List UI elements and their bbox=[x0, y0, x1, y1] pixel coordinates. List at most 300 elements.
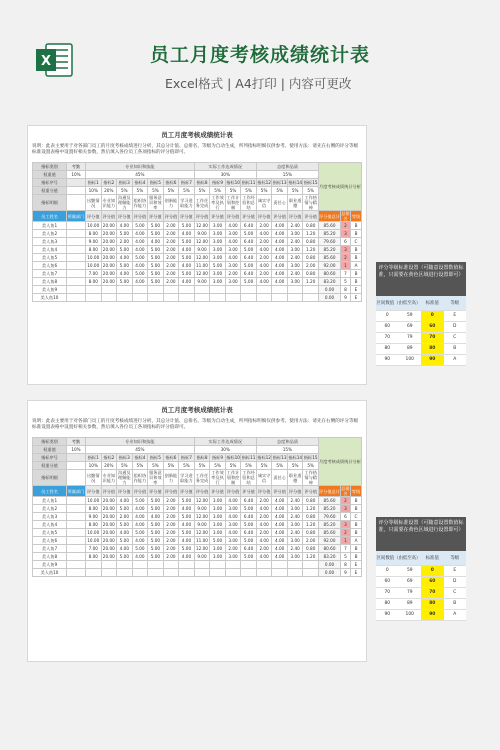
score-cell[interactable]: 4.00 bbox=[117, 222, 133, 230]
score-cell[interactable]: 9.00 bbox=[194, 521, 210, 529]
score-cell[interactable]: 4.00 bbox=[272, 230, 288, 238]
score-cell[interactable]: 10.00 bbox=[87, 255, 100, 260]
score-cell[interactable]: 0.80 bbox=[303, 513, 319, 521]
score-cell[interactable] bbox=[132, 286, 148, 294]
score-cell[interactable]: 11.00 bbox=[195, 538, 208, 543]
score-cell[interactable] bbox=[163, 286, 179, 294]
score-cell[interactable]: 5.00 bbox=[241, 230, 257, 238]
score-cell[interactable]: 5.00 bbox=[179, 529, 195, 537]
score-cell[interactable]: 3.00 bbox=[210, 222, 226, 230]
score-cell[interactable] bbox=[194, 294, 210, 302]
score-cell[interactable] bbox=[117, 286, 133, 294]
department-cell[interactable] bbox=[67, 513, 86, 521]
score-cell[interactable]: 4.00 bbox=[272, 537, 288, 545]
score-cell[interactable]: 5.00 bbox=[148, 254, 164, 262]
score-cell[interactable]: 2.00 bbox=[225, 270, 241, 278]
score-cell[interactable]: 4.00 bbox=[256, 505, 272, 513]
score-cell[interactable]: 4.00 bbox=[179, 521, 195, 529]
score-cell[interactable]: 4.00 bbox=[225, 222, 241, 230]
score-cell[interactable]: 2.00 bbox=[163, 246, 179, 254]
score-cell[interactable] bbox=[272, 561, 288, 569]
department-cell[interactable] bbox=[67, 569, 86, 577]
department-cell[interactable] bbox=[67, 230, 86, 238]
score-cell[interactable]: 2.00 bbox=[256, 222, 272, 230]
score-cell[interactable]: 3.00 bbox=[287, 553, 303, 561]
score-cell[interactable] bbox=[148, 286, 164, 294]
score-cell[interactable]: 20.00 bbox=[102, 498, 115, 503]
score-cell[interactable] bbox=[148, 569, 164, 577]
standard-value-input[interactable]: 60 bbox=[421, 576, 444, 587]
department-cell[interactable] bbox=[67, 294, 86, 302]
score-cell[interactable]: 4.00 bbox=[272, 246, 288, 254]
score-cell[interactable]: 12.00 bbox=[195, 239, 208, 244]
score-cell[interactable]: 20.00 bbox=[102, 271, 115, 276]
score-cell[interactable]: 2.40 bbox=[287, 222, 303, 230]
score-cell[interactable]: 4.00 bbox=[272, 545, 288, 553]
standard-value-input[interactable]: 90 bbox=[421, 354, 444, 365]
score-cell[interactable]: 6.40 bbox=[241, 238, 257, 246]
score-cell[interactable]: 20.00 bbox=[102, 223, 115, 228]
department-cell[interactable] bbox=[67, 521, 86, 529]
score-cell[interactable]: 1.20 bbox=[303, 246, 319, 254]
score-cell[interactable]: 5.00 bbox=[148, 545, 164, 553]
score-cell[interactable] bbox=[256, 569, 272, 577]
score-cell[interactable]: 4.00 bbox=[272, 278, 288, 286]
score-cell[interactable]: 5.00 bbox=[241, 521, 257, 529]
score-cell[interactable]: 4.00 bbox=[272, 553, 288, 561]
score-cell[interactable] bbox=[241, 569, 257, 577]
score-cell[interactable]: 2.40 bbox=[287, 529, 303, 537]
score-cell[interactable]: 2.00 bbox=[163, 254, 179, 262]
score-cell[interactable] bbox=[210, 561, 226, 569]
score-cell[interactable]: 1.20 bbox=[303, 521, 319, 529]
score-cell[interactable] bbox=[117, 569, 133, 577]
score-cell[interactable]: 2.00 bbox=[256, 254, 272, 262]
score-cell[interactable]: 4.00 bbox=[272, 505, 288, 513]
department-cell[interactable] bbox=[67, 529, 86, 537]
score-cell[interactable] bbox=[117, 561, 133, 569]
score-cell[interactable] bbox=[194, 569, 210, 577]
department-cell[interactable] bbox=[67, 278, 86, 286]
score-cell[interactable]: 6.40 bbox=[241, 222, 257, 230]
score-cell[interactable]: 3.00 bbox=[210, 278, 226, 286]
score-cell[interactable]: 2.40 bbox=[287, 270, 303, 278]
score-cell[interactable]: 4.00 bbox=[272, 529, 288, 537]
score-cell[interactable]: 5.00 bbox=[148, 262, 164, 270]
score-cell[interactable]: 2.40 bbox=[287, 545, 303, 553]
score-cell[interactable] bbox=[210, 294, 226, 302]
score-cell[interactable]: 4.00 bbox=[179, 553, 195, 561]
score-cell[interactable]: 5.00 bbox=[241, 553, 257, 561]
score-cell[interactable]: 0.80 bbox=[303, 222, 319, 230]
score-cell[interactable]: 0.80 bbox=[303, 545, 319, 553]
score-cell[interactable]: 20.00 bbox=[102, 506, 115, 511]
score-cell[interactable]: 8.00 bbox=[86, 230, 102, 238]
score-cell[interactable]: 3.00 bbox=[287, 230, 303, 238]
department-cell[interactable] bbox=[67, 505, 86, 513]
score-cell[interactable] bbox=[179, 286, 195, 294]
score-cell[interactable]: 10.00 bbox=[87, 538, 100, 543]
score-cell[interactable]: 8.00 bbox=[86, 246, 102, 254]
score-cell[interactable] bbox=[101, 294, 117, 302]
score-cell[interactable]: 5.00 bbox=[117, 505, 133, 513]
score-cell[interactable] bbox=[225, 569, 241, 577]
score-cell[interactable]: 9.00 bbox=[194, 553, 210, 561]
score-cell[interactable]: 4.00 bbox=[132, 537, 148, 545]
score-cell[interactable] bbox=[163, 294, 179, 302]
score-cell[interactable]: 20.00 bbox=[102, 538, 115, 543]
score-cell[interactable] bbox=[256, 561, 272, 569]
score-cell[interactable]: 2.00 bbox=[163, 222, 179, 230]
score-cell[interactable]: 3.00 bbox=[225, 537, 241, 545]
score-cell[interactable]: 4.00 bbox=[225, 529, 241, 537]
score-cell[interactable]: 2.00 bbox=[163, 262, 179, 270]
score-cell[interactable]: 8.00 bbox=[86, 278, 102, 286]
department-cell[interactable] bbox=[67, 561, 86, 569]
score-cell[interactable]: 2.00 bbox=[163, 553, 179, 561]
score-cell[interactable]: 5.00 bbox=[132, 545, 148, 553]
score-cell[interactable] bbox=[210, 286, 226, 294]
score-cell[interactable]: 4.00 bbox=[256, 521, 272, 529]
score-cell[interactable]: 3.00 bbox=[287, 537, 303, 545]
score-cell[interactable]: 3.00 bbox=[287, 246, 303, 254]
score-cell[interactable]: 5.00 bbox=[179, 238, 195, 246]
score-cell[interactable]: 5.00 bbox=[179, 497, 195, 505]
score-cell[interactable]: 6.40 bbox=[241, 254, 257, 262]
score-cell[interactable]: 4.00 bbox=[179, 278, 195, 286]
score-cell[interactable]: 5.00 bbox=[132, 254, 148, 262]
score-cell[interactable]: 4.00 bbox=[256, 262, 272, 270]
score-cell[interactable]: 6.40 bbox=[241, 545, 257, 553]
score-cell[interactable] bbox=[210, 569, 226, 577]
score-cell[interactable]: 3.00 bbox=[287, 278, 303, 286]
score-cell[interactable]: 4.00 bbox=[179, 246, 195, 254]
score-cell[interactable] bbox=[256, 294, 272, 302]
score-cell[interactable]: 2.00 bbox=[163, 497, 179, 505]
score-cell[interactable]: 5.00 bbox=[179, 545, 195, 553]
score-cell[interactable]: 9.00 bbox=[194, 505, 210, 513]
score-cell[interactable]: 11.00 bbox=[195, 263, 208, 268]
score-cell[interactable]: 2.00 bbox=[117, 513, 133, 521]
score-cell[interactable]: 4.00 bbox=[225, 513, 241, 521]
score-cell[interactable] bbox=[179, 569, 195, 577]
score-cell[interactable] bbox=[225, 286, 241, 294]
score-cell[interactable]: 7.00 bbox=[86, 545, 102, 553]
score-cell[interactable]: 3.00 bbox=[210, 230, 226, 238]
score-cell[interactable]: 4.00 bbox=[272, 270, 288, 278]
score-cell[interactable]: 4.00 bbox=[272, 222, 288, 230]
score-cell[interactable]: 4.00 bbox=[117, 254, 133, 262]
score-cell[interactable]: 2.00 bbox=[163, 270, 179, 278]
score-cell[interactable]: 2.00 bbox=[256, 513, 272, 521]
score-cell[interactable]: 9.00 bbox=[194, 246, 210, 254]
score-cell[interactable] bbox=[148, 294, 164, 302]
score-cell[interactable]: 5.00 bbox=[117, 230, 133, 238]
score-cell[interactable]: 5.00 bbox=[148, 529, 164, 537]
score-cell[interactable] bbox=[132, 561, 148, 569]
score-cell[interactable]: 2.00 bbox=[256, 270, 272, 278]
score-cell[interactable] bbox=[86, 569, 102, 577]
score-cell[interactable] bbox=[303, 294, 319, 302]
score-cell[interactable]: 4.00 bbox=[117, 270, 133, 278]
score-cell[interactable] bbox=[101, 561, 117, 569]
score-cell[interactable]: 5.00 bbox=[179, 270, 195, 278]
score-cell[interactable]: 20.00 bbox=[102, 231, 115, 236]
score-cell[interactable]: 3.00 bbox=[225, 278, 241, 286]
score-cell[interactable]: 4.00 bbox=[132, 246, 148, 254]
score-cell[interactable] bbox=[241, 286, 257, 294]
score-cell[interactable]: 8.00 bbox=[86, 505, 102, 513]
score-cell[interactable]: 4.00 bbox=[225, 254, 241, 262]
score-cell[interactable]: 6.40 bbox=[241, 270, 257, 278]
score-cell[interactable]: 1.20 bbox=[303, 230, 319, 238]
score-cell[interactable]: 10.00 bbox=[87, 223, 100, 228]
score-cell[interactable]: 12.00 bbox=[195, 223, 208, 228]
score-cell[interactable]: 4.00 bbox=[148, 238, 164, 246]
score-cell[interactable]: 5.00 bbox=[132, 529, 148, 537]
score-cell[interactable]: 4.00 bbox=[225, 497, 241, 505]
score-cell[interactable]: 2.00 bbox=[163, 529, 179, 537]
score-cell[interactable]: 4.00 bbox=[256, 278, 272, 286]
department-cell[interactable] bbox=[67, 553, 86, 561]
score-cell[interactable]: 2.00 bbox=[303, 537, 319, 545]
score-cell[interactable]: 5.00 bbox=[210, 262, 226, 270]
score-cell[interactable]: 4.00 bbox=[272, 521, 288, 529]
score-cell[interactable] bbox=[132, 569, 148, 577]
department-cell[interactable] bbox=[67, 222, 86, 230]
score-cell[interactable]: 4.00 bbox=[148, 513, 164, 521]
standard-value-input[interactable]: 80 bbox=[421, 598, 444, 609]
score-cell[interactable] bbox=[272, 286, 288, 294]
score-cell[interactable]: 3.00 bbox=[225, 246, 241, 254]
score-cell[interactable]: 20.00 bbox=[102, 263, 115, 268]
score-cell[interactable]: 5.00 bbox=[148, 553, 164, 561]
standard-value-input[interactable]: 80 bbox=[421, 343, 444, 354]
score-cell[interactable]: 0.80 bbox=[303, 254, 319, 262]
score-cell[interactable]: 3.00 bbox=[225, 505, 241, 513]
score-cell[interactable] bbox=[101, 286, 117, 294]
score-cell[interactable]: 20.00 bbox=[102, 279, 115, 284]
score-cell[interactable] bbox=[287, 286, 303, 294]
score-cell[interactable]: 2.00 bbox=[163, 545, 179, 553]
score-cell[interactable] bbox=[194, 561, 210, 569]
score-cell[interactable]: 20.00 bbox=[102, 255, 115, 260]
score-cell[interactable]: 5.00 bbox=[132, 497, 148, 505]
score-cell[interactable]: 3.00 bbox=[210, 246, 226, 254]
score-cell[interactable]: 9.00 bbox=[86, 513, 102, 521]
score-cell[interactable]: 2.00 bbox=[256, 545, 272, 553]
score-cell[interactable]: 4.00 bbox=[272, 513, 288, 521]
department-cell[interactable] bbox=[67, 537, 86, 545]
score-cell[interactable] bbox=[287, 569, 303, 577]
score-cell[interactable]: 5.00 bbox=[210, 537, 226, 545]
score-cell[interactable] bbox=[225, 294, 241, 302]
score-cell[interactable]: 4.00 bbox=[272, 238, 288, 246]
department-cell[interactable] bbox=[67, 286, 86, 294]
score-cell[interactable]: 1.20 bbox=[303, 553, 319, 561]
score-cell[interactable]: 2.00 bbox=[163, 278, 179, 286]
score-cell[interactable]: 5.00 bbox=[179, 254, 195, 262]
score-cell[interactable]: 12.00 bbox=[195, 530, 208, 535]
score-cell[interactable]: 4.00 bbox=[272, 254, 288, 262]
department-cell[interactable] bbox=[67, 238, 86, 246]
score-cell[interactable]: 5.00 bbox=[117, 553, 133, 561]
score-cell[interactable]: 4.00 bbox=[256, 553, 272, 561]
department-cell[interactable] bbox=[67, 246, 86, 254]
score-cell[interactable]: 2.00 bbox=[163, 230, 179, 238]
score-cell[interactable]: 3.00 bbox=[210, 254, 226, 262]
score-cell[interactable]: 5.00 bbox=[117, 521, 133, 529]
score-cell[interactable] bbox=[163, 561, 179, 569]
score-cell[interactable]: 5.00 bbox=[148, 278, 164, 286]
score-cell[interactable]: 4.00 bbox=[179, 230, 195, 238]
score-cell[interactable]: 3.00 bbox=[225, 230, 241, 238]
department-cell[interactable] bbox=[67, 270, 86, 278]
score-cell[interactable]: 0.80 bbox=[303, 497, 319, 505]
score-cell[interactable] bbox=[179, 561, 195, 569]
score-cell[interactable]: 2.40 bbox=[287, 497, 303, 505]
score-cell[interactable]: 4.00 bbox=[132, 521, 148, 529]
score-cell[interactable]: 10.00 bbox=[87, 263, 100, 268]
score-cell[interactable] bbox=[101, 569, 117, 577]
score-cell[interactable]: 5.00 bbox=[148, 521, 164, 529]
score-cell[interactable]: 4.00 bbox=[179, 537, 195, 545]
score-cell[interactable] bbox=[287, 561, 303, 569]
score-cell[interactable]: 5.00 bbox=[148, 222, 164, 230]
score-cell[interactable]: 4.00 bbox=[272, 497, 288, 505]
score-cell[interactable]: 2.40 bbox=[287, 254, 303, 262]
score-cell[interactable]: 20.00 bbox=[102, 522, 115, 527]
score-cell[interactable] bbox=[194, 286, 210, 294]
score-cell[interactable]: 4.00 bbox=[225, 238, 241, 246]
score-cell[interactable]: 3.00 bbox=[210, 238, 226, 246]
department-cell[interactable] bbox=[67, 262, 86, 270]
score-cell[interactable]: 0.80 bbox=[303, 238, 319, 246]
score-cell[interactable] bbox=[241, 294, 257, 302]
score-cell[interactable] bbox=[132, 294, 148, 302]
score-cell[interactable]: 4.00 bbox=[117, 529, 133, 537]
score-cell[interactable]: 1.20 bbox=[303, 505, 319, 513]
score-cell[interactable]: 5.00 bbox=[148, 246, 164, 254]
score-cell[interactable]: 2.00 bbox=[303, 262, 319, 270]
score-cell[interactable]: 4.00 bbox=[132, 505, 148, 513]
score-cell[interactable]: 5.00 bbox=[179, 513, 195, 521]
score-cell[interactable] bbox=[225, 561, 241, 569]
score-cell[interactable]: 4.00 bbox=[256, 246, 272, 254]
score-cell[interactable]: 12.00 bbox=[195, 271, 208, 276]
score-cell[interactable]: 2.00 bbox=[163, 513, 179, 521]
score-cell[interactable] bbox=[303, 569, 319, 577]
score-cell[interactable]: 3.00 bbox=[225, 262, 241, 270]
score-cell[interactable]: 2.00 bbox=[163, 537, 179, 545]
score-cell[interactable]: 5.00 bbox=[241, 505, 257, 513]
score-cell[interactable]: 9.00 bbox=[194, 278, 210, 286]
score-cell[interactable]: 8.00 bbox=[86, 521, 102, 529]
score-cell[interactable]: 4.00 bbox=[179, 262, 195, 270]
score-cell[interactable]: 20.00 bbox=[102, 514, 115, 519]
score-cell[interactable] bbox=[86, 286, 102, 294]
score-cell[interactable]: 12.00 bbox=[195, 255, 208, 260]
department-cell[interactable] bbox=[67, 254, 86, 262]
score-cell[interactable] bbox=[148, 561, 164, 569]
standard-value-input[interactable]: 0 bbox=[421, 565, 444, 576]
score-cell[interactable]: 5.00 bbox=[117, 537, 133, 545]
standard-value-input[interactable]: 70 bbox=[421, 332, 444, 343]
score-cell[interactable] bbox=[241, 561, 257, 569]
score-cell[interactable]: 4.00 bbox=[132, 278, 148, 286]
score-cell[interactable] bbox=[117, 294, 133, 302]
score-cell[interactable]: 12.00 bbox=[195, 514, 208, 519]
score-cell[interactable]: 4.00 bbox=[132, 262, 148, 270]
score-cell[interactable]: 3.00 bbox=[210, 513, 226, 521]
score-cell[interactable]: 2.00 bbox=[163, 505, 179, 513]
score-cell[interactable]: 3.00 bbox=[210, 497, 226, 505]
standard-value-input[interactable]: 60 bbox=[421, 321, 444, 332]
score-cell[interactable]: 20.00 bbox=[102, 530, 115, 535]
score-cell[interactable] bbox=[163, 569, 179, 577]
standard-value-input[interactable]: 70 bbox=[421, 587, 444, 598]
score-cell[interactable]: 5.00 bbox=[148, 270, 164, 278]
score-cell[interactable]: 3.00 bbox=[225, 553, 241, 561]
score-cell[interactable]: 5.00 bbox=[117, 262, 133, 270]
score-cell[interactable]: 2.40 bbox=[287, 238, 303, 246]
score-cell[interactable] bbox=[303, 561, 319, 569]
score-cell[interactable]: 5.00 bbox=[148, 537, 164, 545]
score-cell[interactable] bbox=[86, 561, 102, 569]
score-cell[interactable]: 4.00 bbox=[272, 262, 288, 270]
score-cell[interactable]: 3.00 bbox=[210, 270, 226, 278]
score-cell[interactable]: 9.00 bbox=[86, 238, 102, 246]
score-cell[interactable]: 5.00 bbox=[148, 505, 164, 513]
department-cell[interactable] bbox=[67, 545, 86, 553]
score-cell[interactable]: 10.00 bbox=[87, 498, 100, 503]
score-cell[interactable]: 8.00 bbox=[86, 553, 102, 561]
score-cell[interactable]: 2.00 bbox=[163, 238, 179, 246]
score-cell[interactable]: 4.00 bbox=[132, 230, 148, 238]
score-cell[interactable]: 4.00 bbox=[256, 537, 272, 545]
score-cell[interactable] bbox=[86, 294, 102, 302]
score-cell[interactable]: 4.00 bbox=[179, 505, 195, 513]
score-cell[interactable]: 5.00 bbox=[179, 222, 195, 230]
score-cell[interactable] bbox=[272, 294, 288, 302]
score-cell[interactable]: 4.00 bbox=[132, 238, 148, 246]
score-cell[interactable]: 0.80 bbox=[303, 529, 319, 537]
score-cell[interactable]: 5.00 bbox=[117, 278, 133, 286]
score-cell[interactable]: 3.00 bbox=[210, 545, 226, 553]
score-cell[interactable]: 3.00 bbox=[210, 521, 226, 529]
score-cell[interactable]: 3.00 bbox=[287, 262, 303, 270]
score-cell[interactable]: 3.00 bbox=[287, 505, 303, 513]
score-cell[interactable]: 4.00 bbox=[132, 553, 148, 561]
score-cell[interactable]: 5.00 bbox=[117, 246, 133, 254]
score-cell[interactable]: 5.00 bbox=[148, 497, 164, 505]
score-cell[interactable]: 20.00 bbox=[102, 247, 115, 252]
score-cell[interactable]: 5.00 bbox=[241, 262, 257, 270]
score-cell[interactable]: 3.00 bbox=[225, 521, 241, 529]
score-cell[interactable]: 3.00 bbox=[210, 505, 226, 513]
score-cell[interactable]: 20.00 bbox=[102, 239, 115, 244]
score-cell[interactable]: 2.00 bbox=[256, 529, 272, 537]
score-cell[interactable] bbox=[303, 286, 319, 294]
score-cell[interactable]: 5.00 bbox=[132, 222, 148, 230]
score-cell[interactable]: 3.00 bbox=[210, 529, 226, 537]
score-cell[interactable]: 3.00 bbox=[210, 553, 226, 561]
score-cell[interactable] bbox=[256, 286, 272, 294]
score-cell[interactable]: 4.00 bbox=[117, 497, 133, 505]
score-cell[interactable]: 5.00 bbox=[148, 230, 164, 238]
score-cell[interactable]: 7.00 bbox=[86, 270, 102, 278]
score-cell[interactable] bbox=[272, 569, 288, 577]
